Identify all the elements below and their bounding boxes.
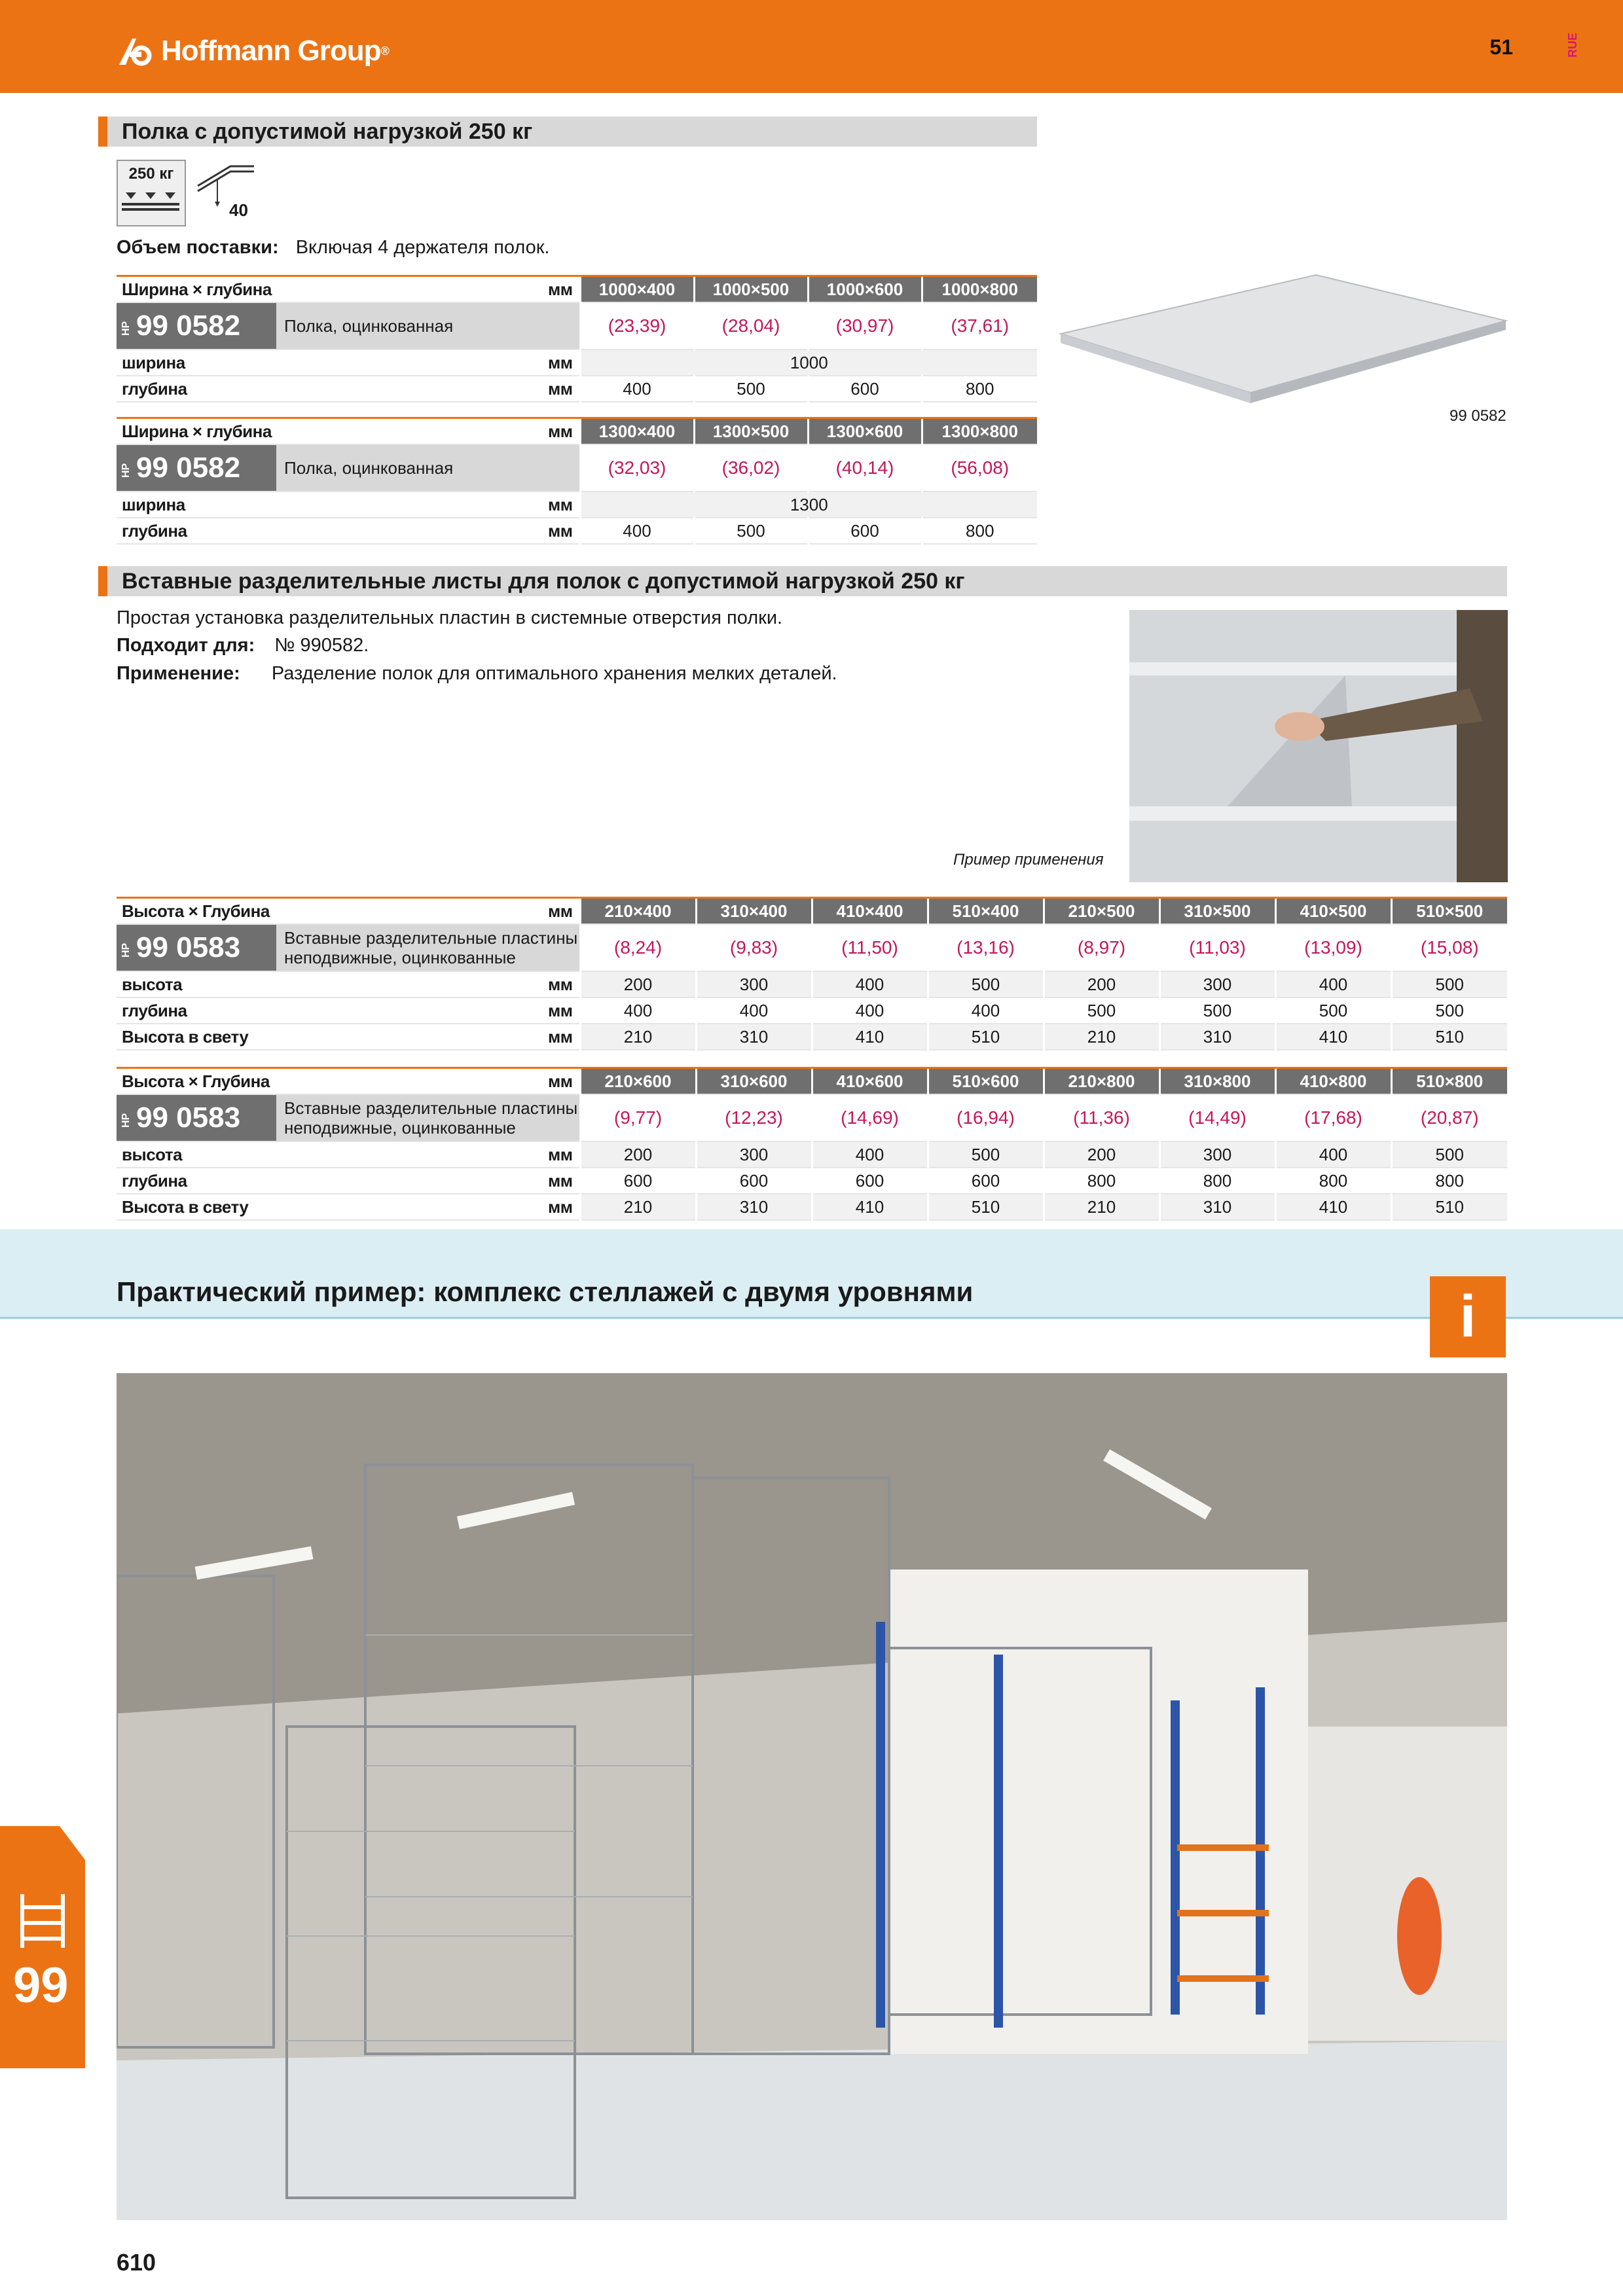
value-cell: 400 (928, 997, 1044, 1024)
value-cell: 600 (580, 1168, 696, 1194)
value-cell: 500 (1044, 997, 1159, 1024)
price-cell: (9,77) (580, 1094, 696, 1141)
value-cell: 400 (580, 997, 696, 1024)
section-title-text: Полка с допустимой нагрузкой 250 кг (122, 118, 533, 144)
price-cell: (23,39) (580, 302, 694, 350)
hoffmann-logo-icon (117, 35, 156, 67)
table-row (117, 350, 1037, 376)
article-cell (117, 302, 580, 350)
value-cell: 310 (1159, 1194, 1275, 1220)
table-header-row (117, 898, 1507, 925)
value-cell: 400 (696, 997, 812, 1024)
price-cell: (11,36) (1044, 1094, 1159, 1141)
value-cell: 500 (928, 971, 1044, 997)
article-cell (117, 924, 580, 971)
row-label-cell: высота мм (117, 971, 580, 997)
dim-cell: 410×800 (1275, 1068, 1391, 1095)
dim-cell: 510×600 (928, 1068, 1044, 1095)
dim-cell: 210×600 (580, 1068, 696, 1095)
header-label-cell: Ширина × глубина мм (117, 418, 580, 445)
value-cell: 200 (580, 1141, 696, 1168)
article-description: Вставные разделительные пластины неподвижные, оцинкованные (276, 925, 579, 971)
table-row (117, 1168, 1507, 1194)
value-cell: 500 (1391, 971, 1507, 997)
logo-mark: ® (380, 44, 389, 58)
practical-title: Практический пример: комплекс стеллажей с двумя уровнями (117, 1276, 974, 1307)
header-label-cell: Ширина × глубина мм (117, 276, 580, 303)
fits-label: Подходит для: (117, 635, 255, 656)
article-row (117, 924, 1507, 971)
header-label-cell: Высота × Глубина мм (117, 1068, 580, 1095)
value-cell: 410 (812, 1194, 928, 1220)
chapter-number: 99 (13, 1958, 69, 2013)
value-cell: 510 (1391, 1024, 1507, 1050)
row-label-cell: глубина мм (117, 518, 580, 544)
table-header-row (117, 1068, 1507, 1095)
dim-cell: 1000×600 (808, 276, 922, 303)
dim-cell: 1300×800 (922, 418, 1037, 445)
value-cell: 400 (812, 971, 928, 997)
value-cell: 400 (812, 997, 928, 1024)
row-label-cell: Высота в свету мм (117, 1024, 580, 1050)
value-cell: 500 (1391, 997, 1507, 1024)
value-cell: 200 (580, 971, 696, 997)
value-cell: 510 (1391, 1194, 1507, 1220)
value-cell: 400 (580, 376, 694, 402)
brand-logo (117, 31, 389, 71)
dim-cell: 1000×400 (580, 276, 694, 303)
value-cell: 310 (696, 1194, 812, 1220)
value-cell: 300 (696, 1141, 812, 1168)
table-row (117, 1141, 1507, 1168)
value-cell: 410 (1275, 1194, 1391, 1220)
value-cell: 410 (812, 1024, 928, 1050)
article-cell (117, 444, 580, 492)
dim-cell: 410×500 (1275, 898, 1391, 925)
value-cell: 600 (928, 1168, 1044, 1194)
dim-cell: 410×600 (812, 1068, 928, 1095)
article-description: Полка, оцинкованная (276, 303, 579, 349)
price-cell: (28,04) (694, 302, 808, 350)
dim-cell: 1000×500 (694, 276, 808, 303)
price-cell: (13,16) (928, 924, 1044, 971)
price-cell: (11,50) (812, 924, 928, 971)
usage-label: Применение: (117, 663, 240, 684)
value-cell: 1300 (580, 492, 1037, 518)
supply-value: Включая 4 держателя полок. (295, 237, 550, 258)
value-cell: 400 (812, 1141, 928, 1168)
article-cell (117, 1094, 580, 1141)
usage-line (117, 663, 837, 685)
application-photo (1129, 610, 1508, 882)
value-cell: 600 (696, 1168, 812, 1194)
price-cell: (11,03) (1159, 924, 1275, 971)
article-row (117, 1094, 1507, 1141)
load-capacity-icon (117, 160, 186, 226)
weight-arrows-icon (118, 183, 183, 216)
value-cell: 600 (808, 376, 922, 402)
shelf-table-1 (117, 275, 1037, 403)
row-label-cell: ширина мм (117, 350, 580, 376)
logo-text: Hoffmann Group (161, 35, 381, 67)
article-description: Вставные разделительные пластины неподвижные, оцинкованные (276, 1095, 579, 1141)
table-row (117, 997, 1507, 1024)
article-number: HP 99 0582 (117, 303, 276, 349)
section-title-shelf (98, 117, 1037, 147)
value-cell: 800 (1044, 1168, 1159, 1194)
article-number: HP 99 0582 (117, 445, 276, 491)
value-cell: 510 (928, 1194, 1044, 1220)
dim-cell: 210×500 (1044, 898, 1159, 925)
price-cell: (14,69) (812, 1094, 928, 1141)
row-label-cell: глубина мм (117, 997, 580, 1024)
value-cell: 210 (580, 1024, 696, 1050)
dim-cell: 1300×500 (694, 418, 808, 445)
value-cell: 510 (928, 1024, 1044, 1050)
price-cell: (12,23) (696, 1094, 812, 1141)
section-title-text: Вставные разделительные листы для полок с допустимой нагрузкой 250 кг (122, 568, 965, 594)
warehouse-photo (117, 1373, 1507, 2220)
article-description: Полка, оцинкованная (276, 445, 579, 491)
value-cell: 300 (1159, 1141, 1275, 1168)
row-label-cell: высота мм (117, 1141, 580, 1168)
price-cell: (13,09) (1275, 924, 1391, 971)
value-cell: 500 (1275, 997, 1391, 1024)
value-cell: 800 (922, 518, 1037, 544)
table-header-row (117, 276, 1037, 303)
dim-cell: 210×800 (1044, 1068, 1159, 1095)
value-cell: 500 (1391, 1141, 1507, 1168)
table-header-row (117, 418, 1037, 445)
price-cell: (37,61) (922, 302, 1037, 350)
value-cell: 210 (1044, 1024, 1159, 1050)
supply-label: Объем поставки: (117, 237, 279, 258)
usage-value: Разделение полок для оптимального хранения мелких деталей. (271, 663, 837, 684)
depth-label: 40 (229, 200, 248, 220)
language-tag: RUE (1566, 33, 1579, 58)
row-label-cell: глубина мм (117, 1168, 580, 1194)
price-cell: (14,49) (1159, 1094, 1275, 1141)
dim-cell: 310×800 (1159, 1068, 1275, 1095)
product-caption: 99 0582 (1450, 407, 1506, 425)
dim-cell: 410×400 (812, 898, 928, 925)
price-cell: (17,68) (1275, 1094, 1391, 1141)
value-cell: 400 (1275, 1141, 1391, 1168)
article-row (117, 444, 1037, 492)
value-cell: 500 (694, 376, 808, 402)
value-cell: 800 (922, 376, 1037, 402)
page-number: 51 (1489, 35, 1513, 59)
price-cell: (8,97) (1044, 924, 1159, 971)
value-cell: 500 (694, 518, 808, 544)
value-cell: 410 (1275, 1024, 1391, 1050)
shelf-depth-icon (191, 160, 259, 226)
value-cell: 400 (1275, 971, 1391, 997)
price-cell: (8,24) (580, 924, 696, 971)
value-cell: 210 (580, 1194, 696, 1220)
divider-table-2 (117, 1067, 1507, 1221)
intro-text: Простая установка разделительных пластин в системные отверстия полки. (117, 607, 783, 628)
row-label-cell: Высота в свету мм (117, 1194, 580, 1220)
price-cell: (30,97) (808, 302, 922, 350)
price-cell: (32,03) (580, 444, 694, 492)
table-row (117, 492, 1037, 518)
fits-line (117, 635, 369, 656)
article-number: HP 99 0583 (117, 925, 276, 971)
row-label-cell: глубина мм (117, 376, 580, 402)
article-number: HP 99 0583 (117, 1095, 276, 1141)
value-cell: 200 (1044, 1141, 1159, 1168)
price-cell: (20,87) (1391, 1094, 1507, 1141)
table-row (117, 376, 1037, 402)
dim-cell: 1000×800 (922, 276, 1037, 303)
table-row (117, 1024, 1507, 1050)
table-row (117, 518, 1037, 544)
value-cell: 310 (696, 1024, 812, 1050)
dim-cell: 510×500 (1391, 898, 1507, 925)
load-label: 250 кг (128, 165, 174, 183)
dim-cell: 310×600 (696, 1068, 812, 1095)
dim-cell: 210×400 (580, 898, 696, 925)
section-title-dividers (98, 566, 1507, 596)
value-cell: 310 (1159, 1024, 1275, 1050)
table-row (117, 971, 1507, 997)
dim-cell: 1300×600 (808, 418, 922, 445)
price-cell: (56,08) (922, 444, 1037, 492)
supply-line (117, 237, 549, 259)
price-cell: (9,83) (696, 924, 812, 971)
table-row (117, 1194, 1507, 1220)
value-cell: 400 (580, 518, 694, 544)
article-row (117, 302, 1037, 350)
price-cell: (40,14) (808, 444, 922, 492)
value-cell: 600 (812, 1168, 928, 1194)
header-label-cell: Высота × Глубина мм (117, 898, 580, 925)
value-cell: 210 (1044, 1194, 1159, 1220)
shelf-table-2 (117, 417, 1037, 545)
value-cell: 200 (1044, 971, 1159, 997)
value-cell: 500 (928, 1141, 1044, 1168)
value-cell: 600 (808, 518, 922, 544)
value-cell: 1000 (580, 350, 1037, 376)
photo-caption: Пример применения (953, 851, 1104, 869)
divider-table-1 (117, 897, 1507, 1050)
price-cell: (36,02) (694, 444, 808, 492)
row-label-cell: ширина мм (117, 492, 580, 518)
shelf-product-image (1054, 268, 1512, 412)
dim-cell: 1300×400 (580, 418, 694, 445)
dim-cell: 310×400 (696, 898, 812, 925)
value-cell: 800 (1159, 1168, 1275, 1194)
value-cell: 300 (696, 971, 812, 997)
dim-cell: 510×400 (928, 898, 1044, 925)
dim-cell: 510×800 (1391, 1068, 1507, 1095)
price-cell: (15,08) (1391, 924, 1507, 971)
value-cell: 800 (1275, 1168, 1391, 1194)
value-cell: 300 (1159, 971, 1275, 997)
value-cell: 800 (1391, 1168, 1507, 1194)
dim-cell: 310×500 (1159, 898, 1275, 925)
footer-page-number: 610 (117, 2249, 156, 2276)
fits-value: № 990582. (274, 635, 369, 656)
value-cell: 500 (1159, 997, 1275, 1024)
shelving-icon (13, 1892, 72, 1950)
info-icon: i (1430, 1276, 1506, 1357)
price-cell: (16,94) (928, 1094, 1044, 1141)
